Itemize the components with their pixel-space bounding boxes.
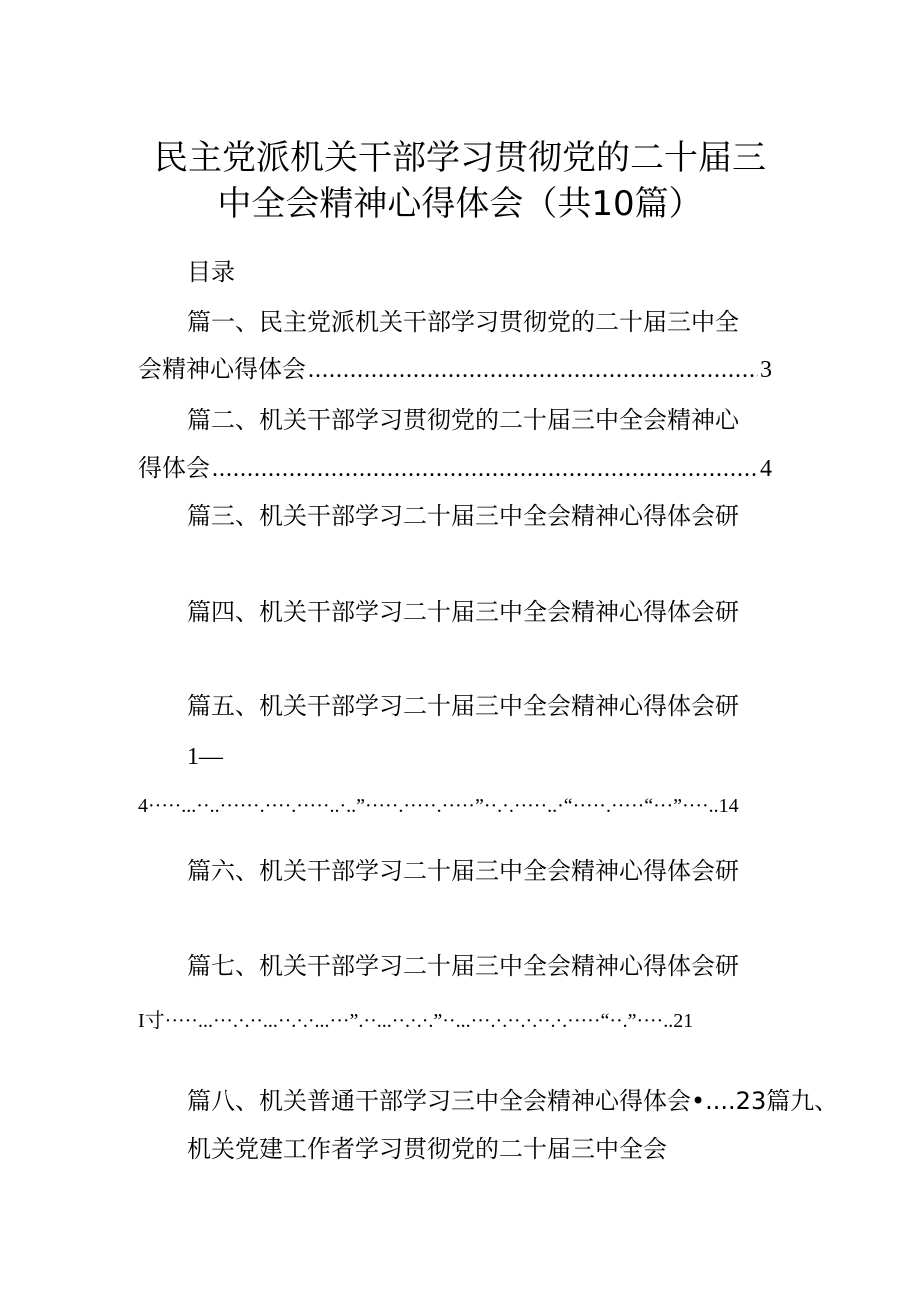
leader-dots: [308, 354, 758, 386]
toc-entry-3-line-1: 篇三、机关干部学习二十届三中全会精神心得体会研: [187, 502, 739, 530]
toc-entry-2-line-1: 篇二、机关干部学习贯彻党的二十届三中全会精神心: [187, 406, 739, 434]
toc-entry-1-label: 会精神心得体会: [138, 355, 306, 383]
toc-entry-4-line-1: 篇四、机关干部学习二十届三中全会精神心得体会研: [187, 598, 739, 626]
toc-entry-2-page: 4: [760, 456, 772, 482]
toc-entry-5-line-2: 1—: [187, 744, 223, 770]
toc-entry-7-line-2: I寸·····...···.·.··...··.·.·...···”.··...··.·.·.”··...···.·.··.·.··.·.·····“··.”····..21: [138, 1010, 694, 1032]
toc-entry-5-line-3: 4·····...··..······.····.·····..·..”·····.·····.·····”··.·.·····..·“·····.·····“···”····..14: [138, 795, 739, 817]
title-line-1: 民主党派机关干部学习贯彻党的二十届三: [154, 138, 766, 178]
toc-entry-9-line-1: 机关党建工作者学习贯彻党的二十届三中全会: [187, 1135, 667, 1163]
toc-entry-2-label: 得体会: [138, 454, 210, 482]
toc-entry-2-line-2: [138, 452, 772, 485]
toc-entry-7-line-1: 篇七、机关干部学习二十届三中全会精神心得体会研: [187, 952, 739, 980]
toc-entry-1-page: 3: [760, 357, 772, 383]
toc-entry-1-line-1: 篇一、民主党派机关干部学习贯彻党的二十届三中全: [187, 308, 739, 336]
toc-entry-5-line-1: 篇五、机关干部学习二十届三中全会精神心得体会研: [187, 692, 739, 720]
toc-entry-6-line-1: 篇六、机关干部学习二十届三中全会精神心得体会研: [187, 857, 739, 885]
toc-heading: 目录: [187, 258, 235, 286]
title-line-2: 中全会精神心得体会（共10篇）: [217, 184, 703, 224]
toc-entry-1-line-2: [138, 353, 772, 386]
toc-entry-8-line-1: 篇八、机关普通干部学习三中全会精神心得体会•....23篇九、: [187, 1087, 839, 1115]
leader-dots: [212, 453, 758, 485]
